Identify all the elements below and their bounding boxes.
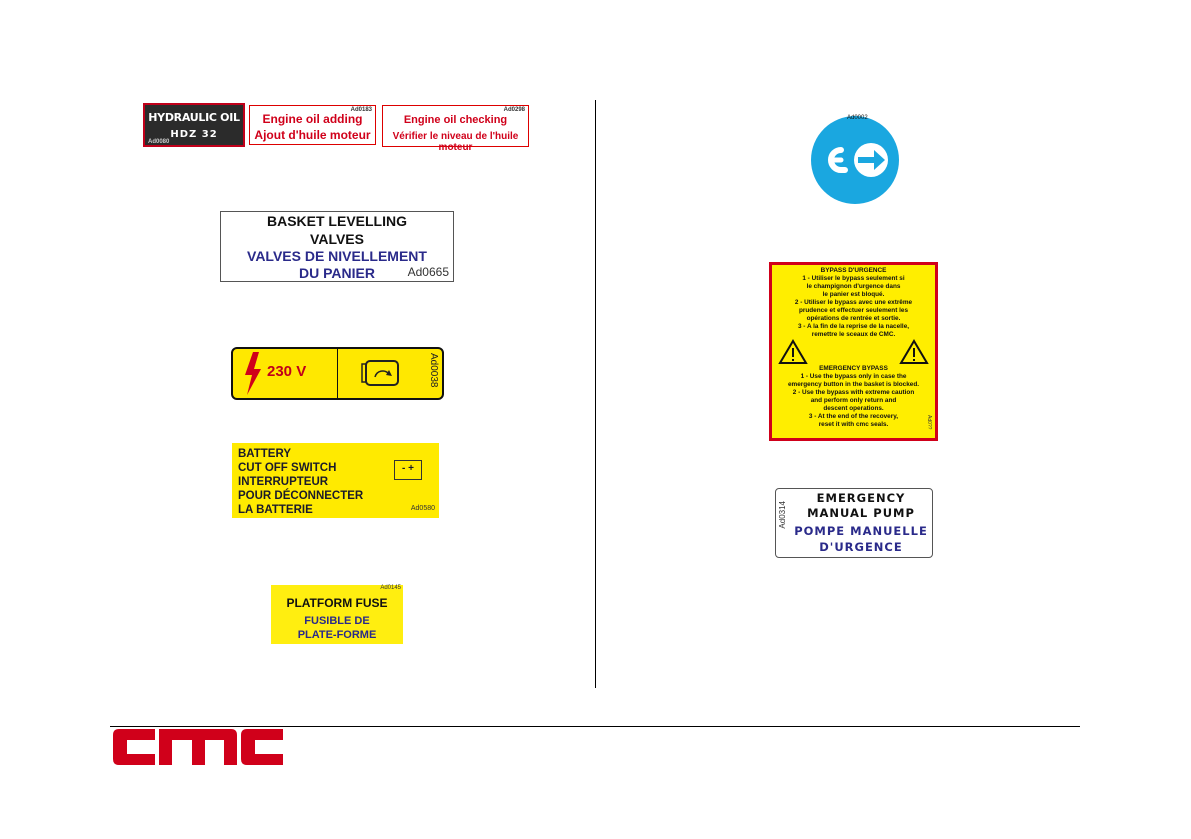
emergency-pump-label [775, 488, 933, 558]
label-line: DU PANIER [299, 265, 375, 281]
label-line: Vérifier le niveau de l'huile moteur [392, 131, 519, 153]
battery-icon: - + [394, 460, 422, 480]
warning-triangle-icon [778, 339, 808, 365]
engine-oil-adding-label [249, 105, 376, 145]
hook-sign [811, 116, 899, 204]
label-ref: Ad0?? [926, 415, 932, 430]
label-line: BASKET LEVELLING [266, 213, 407, 229]
hydraulic-oil-label [143, 103, 245, 147]
bypass-fr-title: BYPASS D'URGENCE [820, 267, 887, 274]
label-line: VALVES [310, 231, 364, 247]
bypass-en-line: and perform only return and [810, 397, 897, 404]
label-line: LA BATTERIE [238, 504, 313, 516]
warning-triangle-icon [899, 339, 929, 365]
label-line: MANUAL PUMP [807, 506, 915, 520]
bypass-fr-line: remettre le sceaux de CMC. [811, 331, 896, 338]
label-line: EMERGENCY [816, 491, 906, 505]
voltage-text: 230 V [267, 363, 307, 380]
label-line: BATTERY [238, 448, 292, 460]
label-ref: Ad0183 [350, 107, 372, 113]
basket-levelling-label [220, 211, 454, 282]
label-ref: Ad0298 [503, 107, 525, 113]
label-ref: Ad0665 [407, 265, 449, 279]
column-divider [595, 100, 596, 688]
platform-fuse-label [271, 585, 403, 644]
lightning-bolt-icon [239, 351, 267, 397]
label-line: D'URGENCE [819, 540, 903, 554]
bypass-fr-line: 1 - Utiliser le bypass seulement si [802, 275, 905, 282]
bypass-en-line: emergency button in the basket is blocked. [787, 381, 920, 388]
label-line: PLATE-FORME [297, 629, 377, 641]
bypass-en-title: EMERGENCY BYPASS [819, 365, 888, 372]
bypass-en-line: 3 - At the end of the recovery, [808, 413, 899, 420]
label-line: POUR DÉCONNECTER [238, 490, 364, 502]
label-line: Ajout d'huile moteur [254, 128, 371, 142]
bypass-fr-line: le champignon d'urgence dans [806, 283, 901, 290]
label-line: CUT OFF SWITCH [238, 462, 337, 474]
label-ref: Ad0580 [410, 505, 435, 512]
voltage-label [231, 347, 444, 400]
bypass-en-line: reset it with cmc seals. [818, 421, 889, 428]
hook-arrow-icon [819, 140, 893, 182]
bypass-en-line: 1 - Use the bypass only in case the [800, 373, 907, 380]
bypass-en-line: 2 - Use the bypass with extreme caution [792, 389, 915, 396]
divider [337, 349, 338, 398]
bypass-fr-line: opérations de rentrée et sortie. [806, 315, 901, 322]
bypass-fr-line: 2 - Utiliser le bypass avec une extrême [794, 299, 913, 306]
label-ref: Ad0002 [847, 115, 868, 121]
label-ref: Ad0145 [380, 585, 401, 591]
label-ref: Ad0038 [428, 353, 439, 388]
hydraulic-oil-title: HYDRAULIC OIL [148, 111, 240, 124]
bypass-fr-line: le panier est bloqué. [822, 291, 885, 298]
label-line: POMPE MANUELLE [794, 524, 928, 538]
hydraulic-oil-grade: HDZ 32 [170, 129, 218, 140]
label-ref: Ad0314 [778, 501, 787, 529]
label-line: INTERRUPTEUR [238, 476, 329, 488]
engine-oil-checking-label [382, 105, 529, 153]
label-line: PLATFORM FUSE [286, 596, 388, 610]
label-line: Engine oil checking [403, 114, 508, 126]
label-line: Engine oil adding [262, 112, 363, 126]
emergency-bypass-label [769, 262, 938, 441]
motor-icon [361, 360, 403, 388]
label-ref: Ad0080 [148, 139, 170, 145]
bypass-fr-line: prudence et effectuer seulement les [798, 307, 909, 314]
cmc-logo [113, 729, 283, 765]
label-line: FUSIBLE DE [304, 615, 370, 627]
label-line: VALVES DE NIVELLEMENT [247, 248, 427, 264]
bypass-en-line: descent operations. [823, 405, 884, 412]
bypass-fr-line: 3 - A la fin de la reprise de la nacelle, [797, 323, 910, 330]
footer-rule [110, 726, 1080, 727]
battery-cutoff-label [232, 443, 439, 518]
